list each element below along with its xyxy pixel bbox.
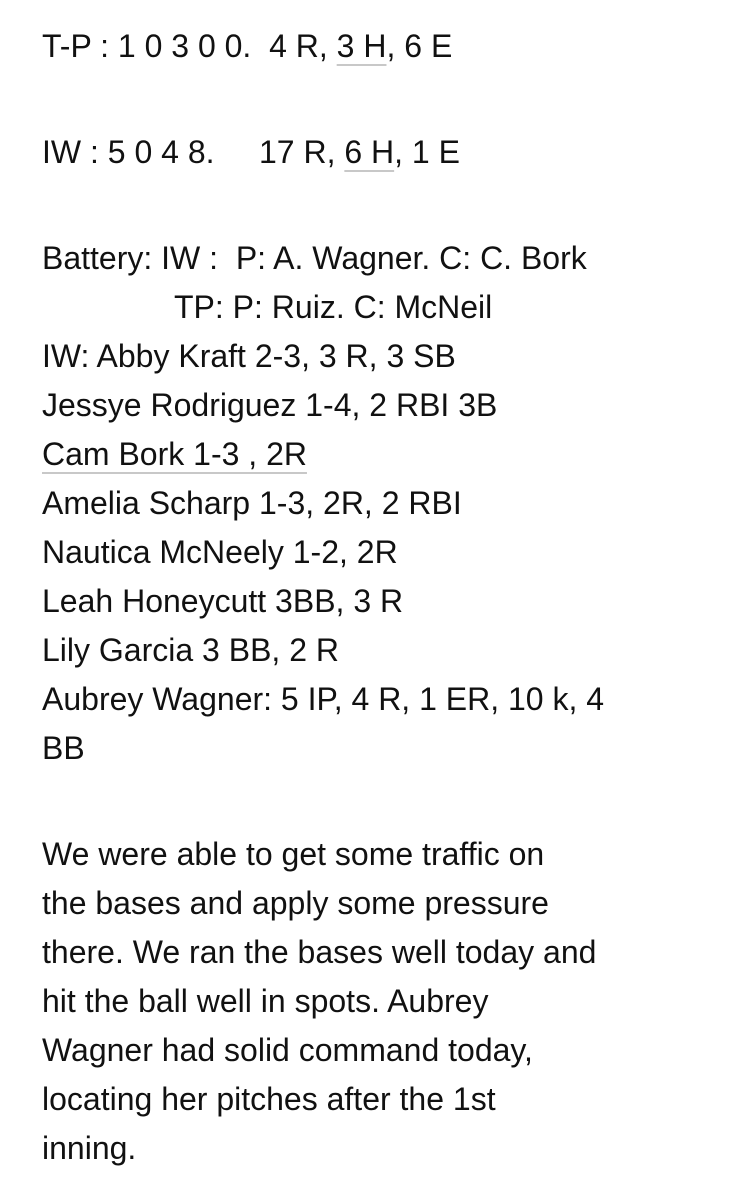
spacer (42, 822, 722, 830)
stat-line: BB (42, 730, 85, 766)
summary-line: Wagner had solid command today, (42, 1032, 533, 1068)
stat-line: Aubrey Wagner: 5 IP, 4 R, 1 ER, 10 k, 4 (42, 681, 605, 717)
stat-line: Lily Garcia 3 BB, 2 R (42, 632, 339, 668)
score-line-iw (42, 128, 722, 177)
stat-line (42, 430, 722, 479)
summary-line: locating her pitches after the 1st (42, 1081, 496, 1117)
battery-tp: TP: P: Ruiz. C: McNeil (174, 289, 493, 325)
note-body (42, 22, 722, 1173)
stat-line: Jessye Rodriguez 1-4, 2 RBI 3B (42, 387, 498, 423)
stat-line-underlined: Cam Bork 1-3 , 2R (42, 436, 307, 472)
blank-line (42, 773, 722, 822)
summary-paragraph (42, 830, 722, 1173)
spacer (42, 226, 722, 234)
score-tp-suffix: , 6 E (386, 28, 453, 64)
score-tp-hits: 3 H (336, 28, 387, 64)
score-iw-prefix: IW : 5 0 4 8. 17 R, (42, 134, 345, 170)
stat-line: Nautica McNeely 1-2, 2R (42, 534, 398, 570)
score-tp-prefix: T-P : 1 0 3 0 0. 4 R, (42, 28, 337, 64)
spacer (42, 120, 722, 128)
score-iw-suffix: , 1 E (394, 134, 460, 170)
stat-line: Amelia Scharp 1-3, 2R, 2 RBI (42, 485, 462, 521)
blank-line (42, 177, 722, 226)
summary-line: there. We ran the bases well today and (42, 934, 597, 970)
summary-line: We were able to get some traffic on (42, 836, 545, 872)
summary-line: the bases and apply some pressure (42, 885, 549, 921)
score-line-tp (42, 22, 722, 71)
stat-line: IW: Abby Kraft 2-3, 3 R, 3 SB (42, 338, 456, 374)
summary-line: inning. (42, 1130, 137, 1166)
score-iw-hits: 6 H (344, 134, 395, 170)
battery-iw: Battery: IW : P: A. Wagner. C: C. Bork (42, 240, 587, 276)
blank-line (42, 71, 722, 120)
stat-line: Leah Honeycutt 3BB, 3 R (42, 583, 404, 619)
summary-line: hit the ball well in spots. Aubrey (42, 983, 489, 1019)
